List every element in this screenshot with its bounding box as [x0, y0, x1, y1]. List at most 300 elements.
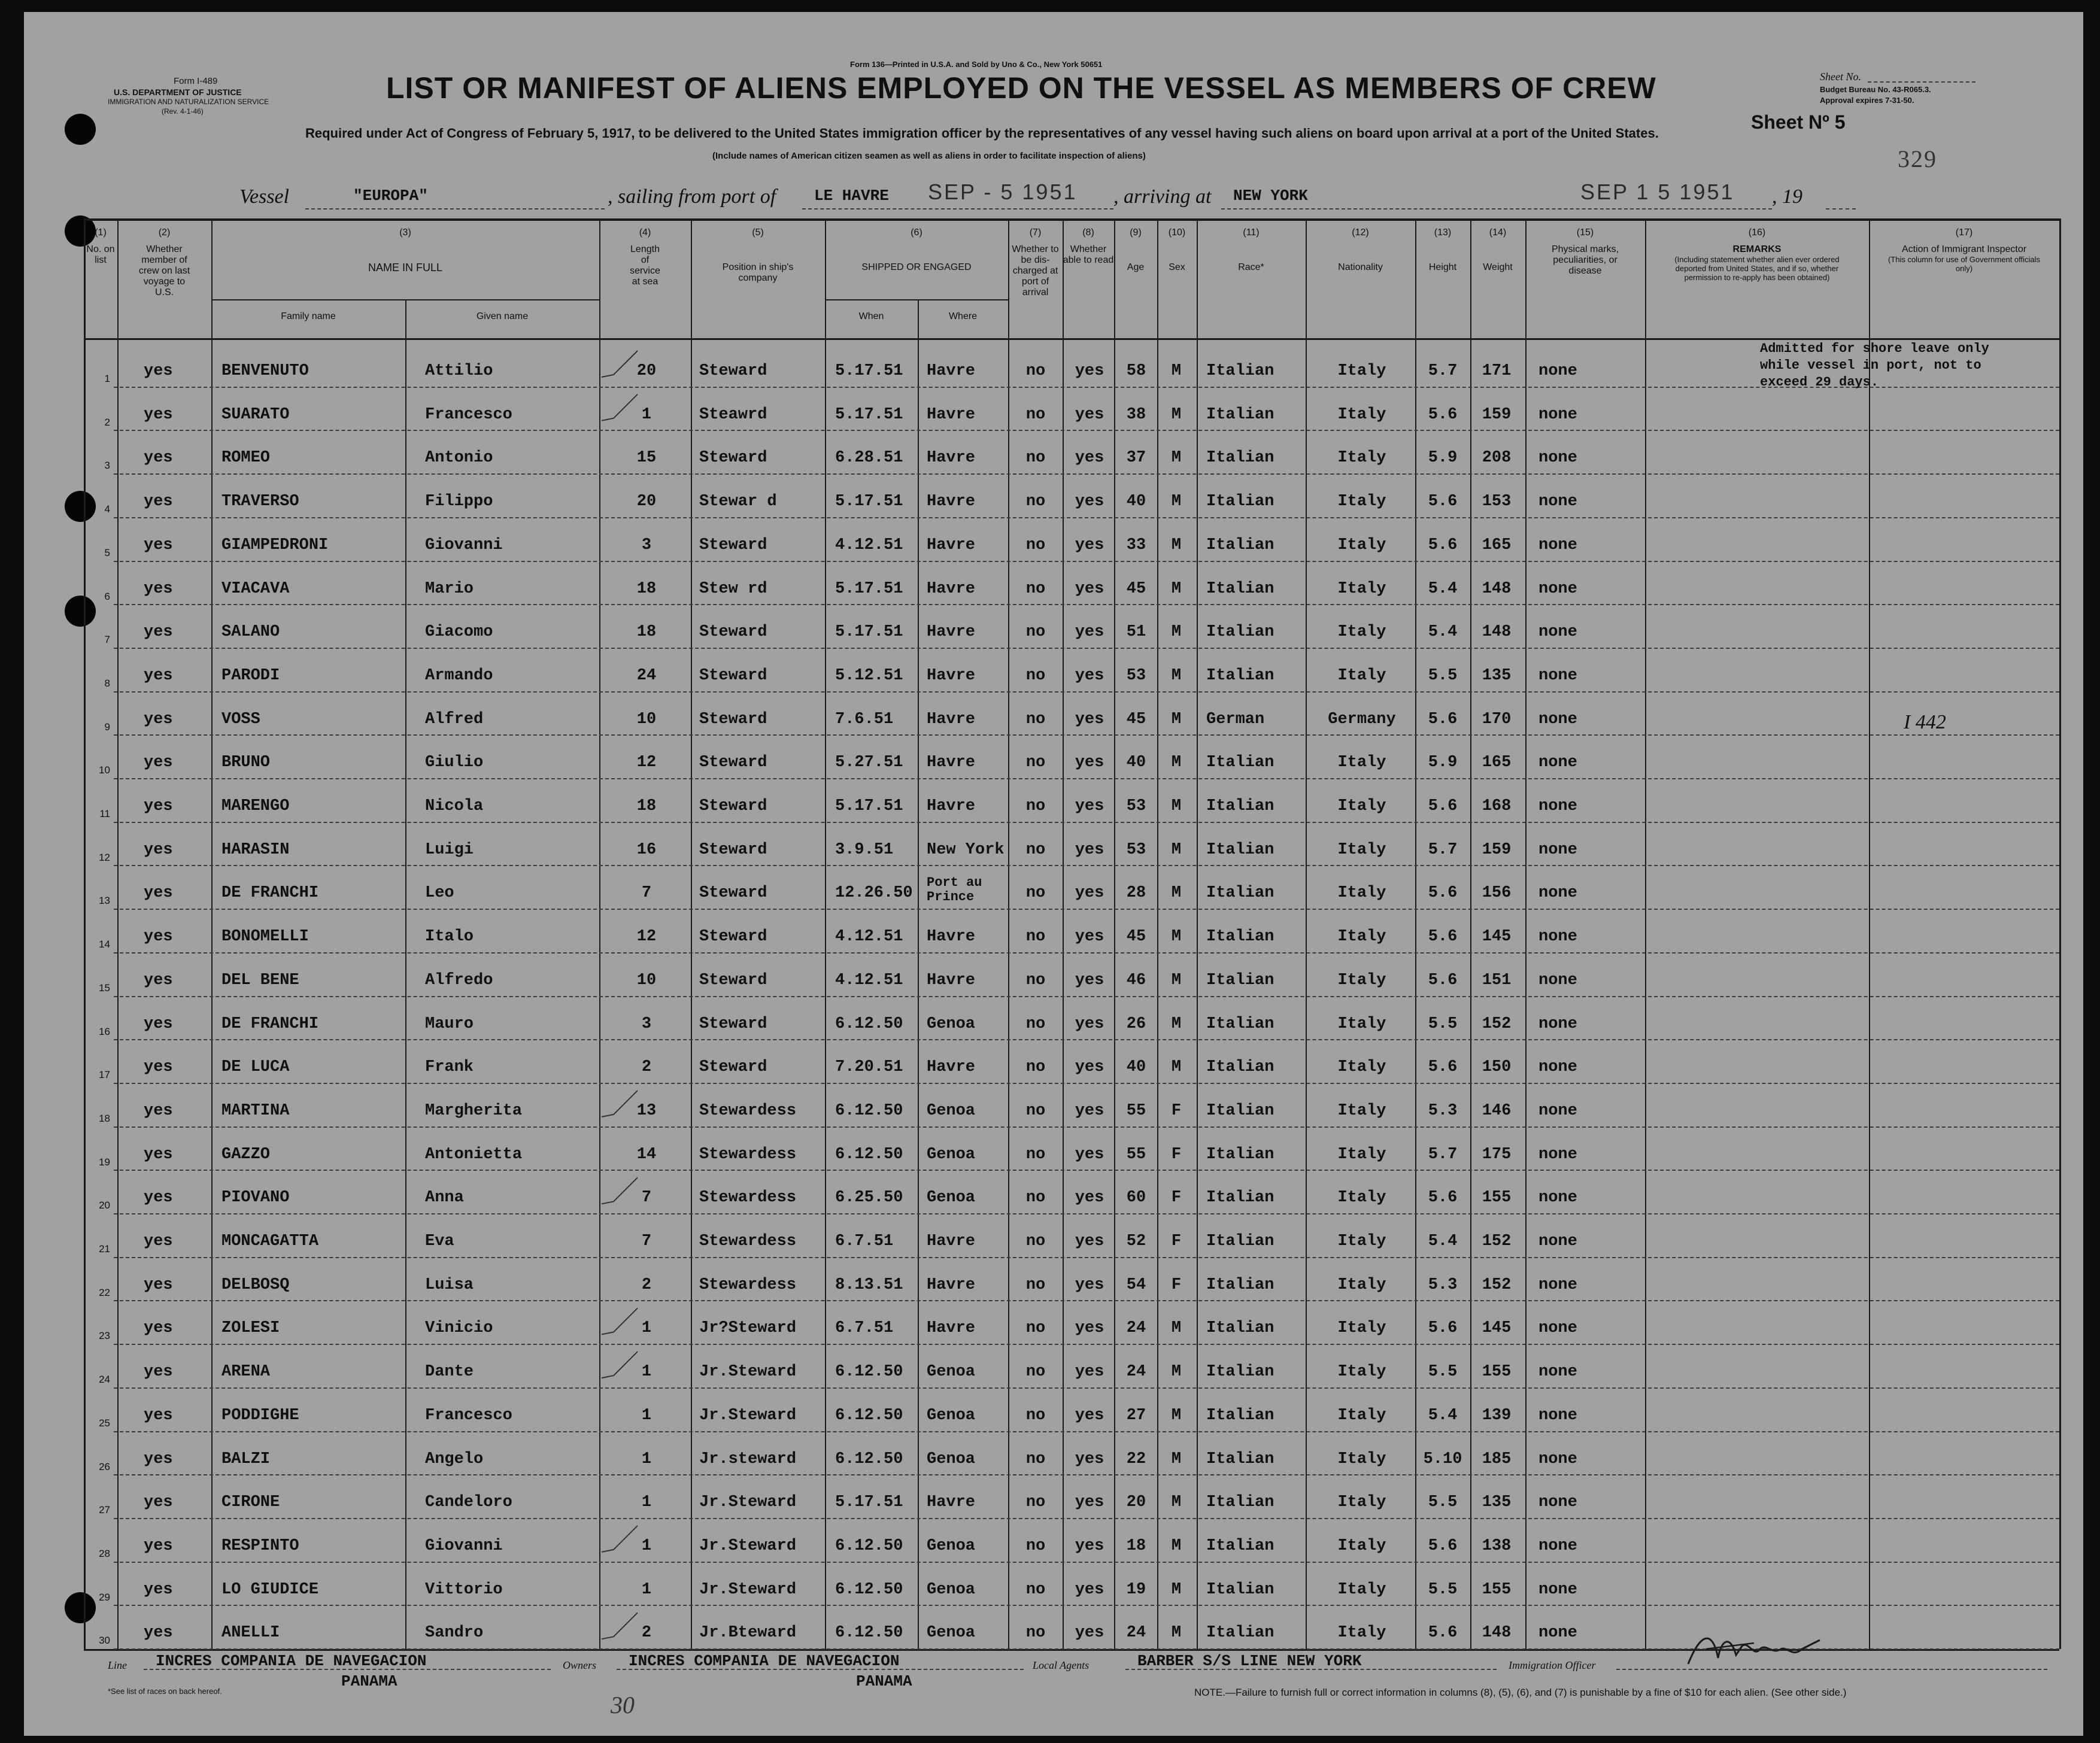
cell-race: Italian [1206, 1406, 1274, 1425]
cell-age: 38 [1126, 405, 1146, 424]
cell-weight: 153 [1482, 493, 1512, 511]
cell-read: yes [1075, 1145, 1104, 1164]
cell-weight: 152 [1482, 1015, 1512, 1033]
arriving-label: , arriving at [1113, 186, 1212, 208]
owners-fill-line [617, 1669, 1024, 1670]
cell-when: 5.17.51 [835, 623, 903, 642]
penalty-note: NOTE.—Failure to furnish full or correct information in columns (8), (5), (6), and (7) is punishable by a fine of $10 for each alien. (See other side.) [1194, 1687, 1847, 1698]
cell-service: 12 [636, 928, 657, 946]
row-number: 9 [104, 721, 110, 733]
cell-age: 45 [1126, 928, 1146, 946]
cell-height: 5.6 [1428, 928, 1458, 946]
cell-position: Jr.steward [699, 1450, 797, 1468]
cell-given: Luisa [425, 1276, 474, 1294]
cell-age: 45 [1126, 579, 1146, 598]
cell-race: German [1206, 710, 1265, 728]
cell-weight: 150 [1482, 1058, 1512, 1077]
cell-service: 1 [641, 1493, 652, 1512]
cell-family: DELBOSQ [221, 1276, 290, 1294]
cell-weight: 165 [1482, 536, 1512, 554]
cell-crew: yes [144, 971, 173, 989]
owners-label: Owners [563, 1659, 597, 1671]
column-rule [1470, 218, 1471, 1649]
cell-given: Giacomo [425, 623, 493, 642]
row-rule [114, 1170, 2059, 1171]
cell-race: Italian [1206, 1450, 1274, 1468]
cell-nat: Italy [1337, 666, 1386, 685]
cell-when: 6.12.50 [835, 1580, 903, 1599]
cell-given: Eva [425, 1232, 454, 1250]
service-name: IMMIGRATION AND NATURALIZATION SERVICE [108, 98, 269, 106]
column-rule [1869, 218, 1870, 1649]
cell-family: RESPINTO [221, 1536, 299, 1555]
cell-height: 5.6 [1428, 1058, 1458, 1077]
row-rule [114, 1562, 2059, 1563]
column-rule [1063, 218, 1064, 1649]
row-rule [114, 734, 2059, 736]
cell-family: TRAVERSO [221, 493, 299, 511]
cell-race: Italian [1206, 1276, 1274, 1294]
row-rule [114, 996, 2059, 997]
row-number: 30 [99, 1635, 110, 1647]
cell-disch: no [1025, 1363, 1046, 1381]
cell-position: Steward [699, 449, 767, 467]
cell-position: Jr.Steward [699, 1580, 797, 1599]
col12-header: (12) Nationality [1338, 227, 1383, 272]
sheet-no-label: Sheet No. [1820, 71, 1861, 83]
cell-service: 10 [636, 710, 657, 728]
cell-height: 5.3 [1428, 1276, 1458, 1294]
cell-position: Steward [699, 840, 767, 859]
cell-age: 20 [1126, 1493, 1146, 1512]
cell-service: 12 [636, 754, 657, 772]
cell-family: ROMEO [221, 449, 271, 467]
cell-given: Giovanni [425, 1536, 503, 1555]
col17-header: (17) Action of Immigrant Inspector (This column for use of Government officials only) [1887, 227, 2041, 273]
cell-service: 18 [636, 579, 657, 598]
cell-crew: yes [144, 579, 173, 598]
cell-when: 6.12.50 [835, 1406, 903, 1425]
cell-disch: no [1025, 666, 1046, 685]
cell-race: Italian [1206, 754, 1274, 772]
cell-where: Genoa [927, 1189, 976, 1207]
cell-where: Port au Prince [927, 875, 982, 905]
cell-given: Antonio [425, 449, 493, 467]
row-number: 15 [99, 982, 110, 994]
cell-crew: yes [144, 1189, 173, 1207]
cell-marks: none [1538, 1406, 1577, 1425]
cell-nat: Italy [1337, 1015, 1386, 1033]
col6-when-header: When [858, 311, 884, 321]
cell-position: Jr.Steward [699, 1493, 797, 1512]
cell-nat: Italy [1337, 928, 1386, 946]
column-rule [1197, 218, 1198, 1649]
col4-header: (4) Length of service at sea [630, 227, 660, 287]
cell-sex: F [1171, 1276, 1182, 1294]
cell-read: yes [1075, 1058, 1104, 1077]
cell-given: Nicola [425, 797, 484, 815]
cell-disch: no [1025, 1015, 1046, 1033]
cell-where: Havre [927, 1232, 976, 1250]
agents-label: Local Agents [1033, 1659, 1090, 1671]
row-number: 27 [99, 1504, 110, 1516]
form-revision: (Rev. 4-1-46) [162, 107, 204, 116]
cell-disch: no [1025, 493, 1046, 511]
cell-when: 6.7.51 [835, 1319, 894, 1338]
cell-marks: none [1538, 1145, 1577, 1164]
cell-weight: 171 [1482, 362, 1512, 380]
cell-disch: no [1025, 1101, 1046, 1120]
remarks-row1-line3: exceed 29 days. [1760, 375, 1879, 390]
cell-position: Steward [699, 928, 767, 946]
cell-marks: none [1538, 579, 1577, 598]
cell-read: yes [1075, 928, 1104, 946]
budget-bureau: Budget Bureau No. 43-R065.3. [1820, 85, 1931, 94]
cell-service: 7 [641, 1232, 652, 1250]
cell-family: SALANO [221, 623, 280, 642]
cell-weight: 139 [1482, 1406, 1512, 1425]
cell-family: SUARATO [221, 405, 290, 424]
cell-given: Antonietta [425, 1145, 523, 1164]
remarks-row1-line1: Admitted for shore leave only [1760, 341, 1989, 356]
cell-disch: no [1025, 884, 1046, 903]
cell-age: 27 [1126, 1406, 1146, 1425]
column-rule [1306, 218, 1307, 1649]
cell-disch: no [1025, 1319, 1046, 1338]
cell-race: Italian [1206, 884, 1274, 903]
cell-sex: F [1171, 1189, 1182, 1207]
arrival-fill-line [1221, 208, 1772, 209]
cell-age: 53 [1126, 840, 1146, 859]
cell-age: 40 [1126, 493, 1146, 511]
cell-marks: none [1538, 971, 1577, 989]
cell-where: Genoa [927, 1450, 976, 1468]
cell-age: 55 [1126, 1145, 1146, 1164]
cell-when: 6.12.50 [835, 1450, 903, 1468]
cell-family: BRUNO [221, 754, 271, 772]
cell-service: 14 [636, 1145, 657, 1164]
row-rule [114, 1257, 2059, 1258]
cell-where: Havre [927, 623, 976, 642]
row-number: 4 [104, 503, 110, 515]
cell-race: Italian [1206, 1101, 1274, 1120]
cell-weight: 152 [1482, 1232, 1512, 1250]
cell-disch: no [1025, 797, 1046, 815]
cell-marks: none [1538, 797, 1577, 815]
cell-sex: M [1171, 1363, 1182, 1381]
row-rule [114, 1126, 2059, 1128]
line-label: Line [108, 1659, 128, 1671]
officer-label: Immigration Officer [1509, 1659, 1596, 1671]
cell-nat: Germany [1328, 710, 1396, 728]
cell-marks: none [1538, 884, 1577, 903]
cell-crew: yes [144, 1450, 173, 1468]
cell-where: Genoa [927, 1101, 976, 1120]
cell-weight: 168 [1482, 797, 1512, 815]
cell-given: Mauro [425, 1015, 474, 1033]
cell-nat: Italy [1337, 1232, 1386, 1250]
cell-weight: 145 [1482, 1319, 1512, 1338]
cell-weight: 155 [1482, 1363, 1512, 1381]
cell-crew: yes [144, 1276, 173, 1294]
cell-read: yes [1075, 1580, 1104, 1599]
cell-position: Steward [699, 754, 767, 772]
cell-age: 19 [1126, 1580, 1146, 1599]
row-rule [114, 865, 2059, 866]
cell-age: 18 [1126, 1536, 1146, 1555]
cell-read: yes [1075, 1363, 1104, 1381]
cell-read: yes [1075, 840, 1104, 859]
cell-family: MARTINA [221, 1101, 290, 1120]
cell-weight: 135 [1482, 666, 1512, 685]
form-subtitle: Required under Act of Congress of February 5, 1917, to be delivered to the United States immigration officer by the representatives of any vessel having such aliens on board upon arrival at a port of the United States. [305, 126, 1659, 141]
row-number: 13 [99, 895, 110, 907]
cell-where: Genoa [927, 1536, 976, 1555]
row-rule [114, 691, 2059, 693]
cell-given: Armando [425, 666, 493, 685]
cell-family: DE LUCA [221, 1058, 290, 1077]
cell-age: 51 [1126, 623, 1146, 642]
cell-family: ANELLI [221, 1624, 280, 1642]
cell-race: Italian [1206, 928, 1274, 946]
cell-crew: yes [144, 1319, 173, 1338]
cell-where: Havre [927, 971, 976, 989]
column-rule [1525, 218, 1527, 1649]
cell-height: 5.10 [1423, 1450, 1462, 1468]
cell-height: 5.4 [1428, 1232, 1458, 1250]
cell-sex: M [1171, 1536, 1182, 1555]
cell-when: 6.25.50 [835, 1189, 903, 1207]
cell-nat: Italy [1337, 1189, 1386, 1207]
cell-disch: no [1025, 971, 1046, 989]
cell-given: Attilio [425, 362, 493, 380]
column-rule [1008, 218, 1009, 1649]
row-number: 1 [104, 373, 110, 384]
cell-when: 5.12.51 [835, 666, 903, 685]
cell-race: Italian [1206, 362, 1274, 380]
cell-disch: no [1025, 1624, 1046, 1642]
cell-crew: yes [144, 1624, 173, 1642]
cell-crew: yes [144, 1493, 173, 1512]
cell-race: Italian [1206, 1624, 1274, 1642]
cell-height: 5.4 [1428, 623, 1458, 642]
cell-disch: no [1025, 1276, 1046, 1294]
cell-family: ARENA [221, 1363, 271, 1381]
cell-race: Italian [1206, 1536, 1274, 1555]
cell-nat: Italy [1337, 405, 1386, 424]
cell-marks: none [1538, 536, 1577, 554]
cell-nat: Italy [1337, 1493, 1386, 1512]
cell-race: Italian [1206, 405, 1274, 424]
cell-race: Italian [1206, 449, 1274, 467]
cell-sex: M [1171, 449, 1182, 467]
cell-service: 1 [641, 1406, 652, 1425]
row-number: 25 [99, 1417, 110, 1429]
row-number: 10 [99, 764, 110, 776]
cell-family: GAZZO [221, 1145, 271, 1164]
cell-crew: yes [144, 1536, 173, 1555]
cell-marks: none [1538, 710, 1577, 728]
cell-race: Italian [1206, 493, 1274, 511]
cell-disch: no [1025, 579, 1046, 598]
cell-where: Genoa [927, 1580, 976, 1599]
col16-header: (16) REMARKS (Including statement whether alien ever ordered deported from United States, and if so, whether permission to re-apply has been obtained) [1674, 227, 1840, 282]
cell-family: BALZI [221, 1450, 271, 1468]
officer-fill-line [1616, 1669, 2047, 1670]
row-rule [114, 952, 2059, 954]
cell-when: 6.12.50 [835, 1363, 903, 1381]
cell-marks: none [1538, 928, 1577, 946]
cell-crew: yes [144, 449, 173, 467]
cell-where: Havre [927, 666, 976, 685]
row-rule [114, 1083, 2059, 1084]
col3-given-header: Given name [476, 311, 529, 321]
cell-when: 5.17.51 [835, 362, 903, 380]
cell-age: 52 [1126, 1232, 1146, 1250]
cell-nat: Italy [1337, 1580, 1386, 1599]
cell-race: Italian [1206, 1580, 1274, 1599]
cell-position: Jr.Steward [699, 1406, 797, 1425]
cell-when: 8.13.51 [835, 1276, 903, 1294]
cell-crew: yes [144, 1058, 173, 1077]
cell-read: yes [1075, 1493, 1104, 1512]
cell-service: 18 [636, 797, 657, 815]
cell-weight: 155 [1482, 1189, 1512, 1207]
cell-nat: Italy [1337, 1101, 1386, 1120]
page-number-stamp: 329 [1898, 145, 1937, 172]
table-top-rule [84, 218, 2059, 221]
cell-service: 20 [636, 493, 657, 511]
cell-given: Giovanni [425, 536, 503, 554]
cell-where: Havre [927, 1493, 976, 1512]
cell-height: 5.6 [1428, 1189, 1458, 1207]
cell-marks: none [1538, 666, 1577, 685]
cell-position: Steward [699, 797, 767, 815]
cell-service: 2 [641, 1058, 652, 1077]
col6-header: (6) SHIPPED OR ENGAGED [861, 227, 972, 272]
cell-sex: M [1171, 1493, 1182, 1512]
cell-read: yes [1075, 797, 1104, 815]
cell-where: Genoa [927, 1406, 976, 1425]
row-rule [114, 1387, 2059, 1389]
cell-read: yes [1075, 405, 1104, 424]
col3-header: (3) NAME IN FULL [368, 227, 443, 274]
row-number: 21 [99, 1243, 110, 1255]
cell-crew: yes [144, 754, 173, 772]
cell-height: 5.4 [1428, 579, 1458, 598]
cell-race: Italian [1206, 623, 1274, 642]
cell-nat: Italy [1337, 971, 1386, 989]
cell-disch: no [1025, 710, 1046, 728]
cell-height: 5.6 [1428, 1624, 1458, 1642]
department-name: U.S. DEPARTMENT OF JUSTICE [114, 87, 242, 97]
cell-disch: no [1025, 1145, 1046, 1164]
cell-nat: Italy [1337, 1406, 1386, 1425]
column-rule [117, 218, 119, 1649]
cell-height: 5.5 [1428, 666, 1458, 685]
cell-disch: no [1025, 928, 1046, 946]
cell-height: 5.6 [1428, 710, 1458, 728]
column-rule [825, 218, 826, 1649]
cell-family: ZOLESI [221, 1319, 280, 1338]
officer-signature [1682, 1622, 1826, 1676]
cell-race: Italian [1206, 1189, 1274, 1207]
cell-crew: yes [144, 623, 173, 642]
row-rule [114, 1518, 2059, 1519]
cell-age: 37 [1126, 449, 1146, 467]
cell-sex: M [1171, 1624, 1182, 1642]
cell-position: Jr?Steward [699, 1319, 797, 1338]
cell-disch: no [1025, 1580, 1046, 1599]
cell-given: Francesco [425, 1406, 512, 1425]
cell-weight: 165 [1482, 754, 1512, 772]
cell-crew: yes [144, 536, 173, 554]
cell-disch: no [1025, 754, 1046, 772]
cell-race: Italian [1206, 797, 1274, 815]
cell-weight: 208 [1482, 449, 1512, 467]
cell-service: 2 [641, 1624, 652, 1642]
cell-family: DE FRANCHI [221, 1015, 319, 1033]
cell-weight: 175 [1482, 1145, 1512, 1164]
cell-where: Genoa [927, 1015, 976, 1033]
cell-height: 5.5 [1428, 1580, 1458, 1599]
cell-service: 1 [641, 405, 652, 424]
cell-given: Angelo [425, 1450, 484, 1468]
cell-weight: 138 [1482, 1536, 1512, 1555]
cell-service: 16 [636, 840, 657, 859]
cell-nat: Italy [1337, 1276, 1386, 1294]
cell-nat: Italy [1337, 1058, 1386, 1077]
cell-position: Steward [699, 623, 767, 642]
page-title: LIST OR MANIFEST OF ALIENS EMPLOYED ON THE VESSEL AS MEMBERS OF CREW [386, 71, 1656, 105]
cell-read: yes [1075, 1015, 1104, 1033]
line-value: INCRES COMPANIA DE NAVEGACION [156, 1652, 427, 1670]
cell-age: 58 [1126, 362, 1146, 380]
cell-service: 3 [641, 1015, 652, 1033]
cell-when: 5.17.51 [835, 405, 903, 424]
col3-family-header: Family name [281, 311, 336, 321]
cell-service: 24 [636, 666, 657, 685]
cell-age: 24 [1126, 1363, 1146, 1381]
cell-age: 33 [1126, 536, 1146, 554]
cell-height: 5.5 [1428, 1493, 1458, 1512]
cell-family: LO GIUDICE [221, 1580, 319, 1599]
cell-marks: none [1538, 1101, 1577, 1120]
cell-sex: F [1171, 1232, 1182, 1250]
cell-sex: M [1171, 579, 1182, 598]
race-footnote: *See list of races on back hereof. [108, 1687, 222, 1696]
cell-sex: M [1171, 884, 1182, 903]
cell-sex: F [1171, 1101, 1182, 1120]
cell-height: 5.6 [1428, 493, 1458, 511]
row-rule [114, 1344, 2059, 1345]
cell-height: 5.6 [1428, 797, 1458, 815]
cell-read: yes [1075, 493, 1104, 511]
cell-family: DEL BENE [221, 971, 299, 989]
cell-sex: M [1171, 840, 1182, 859]
cell-race: Italian [1206, 536, 1274, 554]
cell-marks: none [1538, 623, 1577, 642]
cell-race: Italian [1206, 1145, 1274, 1164]
cell-service: 1 [641, 1536, 652, 1555]
cell-position: Stewardess [699, 1276, 797, 1294]
year-fill-line [1826, 208, 1856, 209]
cell-read: yes [1075, 362, 1104, 380]
cell-sex: F [1171, 1145, 1182, 1164]
cell-nat: Italy [1337, 1624, 1386, 1642]
cell-when: 6.12.50 [835, 1145, 903, 1164]
cell-weight: 135 [1482, 1493, 1512, 1512]
